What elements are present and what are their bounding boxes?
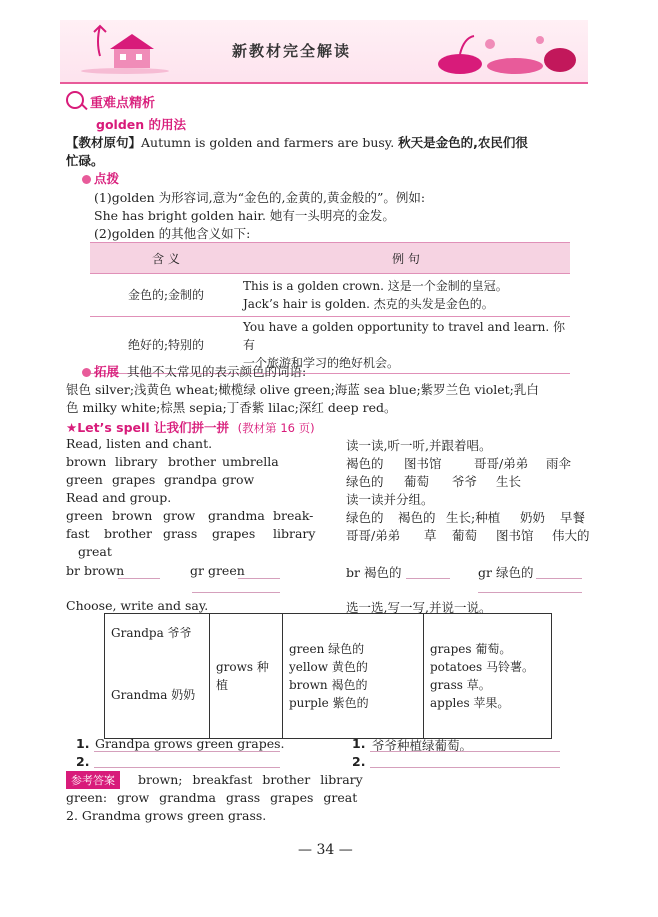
spell-left-word: grandma (208, 508, 265, 523)
spell-right-word: 奶奶 (520, 510, 546, 525)
source-en: Autumn is golden and farmers are busy. (141, 135, 395, 150)
spell-left-word: break- (273, 508, 314, 523)
meaning-cell: 绝好的;特别的 (90, 317, 242, 374)
source-zh-cont: 忙碌。 (66, 153, 104, 168)
example-cell (242, 274, 570, 317)
table-header-meaning: 含 义 (90, 243, 242, 274)
spell-left-l8: Choose, write and say. (66, 598, 209, 613)
spell-ref: (教材第 16 页) (237, 421, 315, 435)
answer-zh-1: 爷爷种植绿葡萄。 (372, 738, 473, 753)
tip-icon (82, 175, 91, 184)
spell-left-word: grapes (112, 472, 156, 487)
color-option: green 绿色的 (289, 642, 365, 656)
spell-right-word: 图书馆 (404, 456, 442, 471)
spell-left-word: library (115, 454, 158, 469)
tip-label: 点拨 (94, 171, 120, 186)
spell-right-word: 雨伞 (546, 456, 572, 471)
spell-right-word: 褐色的 (346, 456, 384, 471)
source-sentence (66, 133, 528, 151)
source-label: 【教材原句】 (66, 135, 142, 150)
table-row (105, 614, 552, 739)
items-cell (424, 614, 552, 739)
blank-line (536, 578, 582, 579)
table-header-row (90, 243, 570, 274)
spell-right-word: 早餐 (560, 510, 586, 525)
spell-left-l4: Read and group. (66, 490, 172, 505)
extend-row (82, 362, 306, 380)
source-zh: 秋天是金色的,农民们很 (398, 135, 528, 150)
color-option: yellow 黄色的 (289, 660, 368, 674)
example-line: Jack’s hair is golden. 杰克的头发是金色的。 (243, 297, 494, 311)
spell-left-gr: gr green (190, 563, 245, 578)
spell-left-word: grandpa (164, 472, 217, 487)
blank-line (478, 592, 582, 593)
spell-right-br: br 褐色的 (346, 565, 402, 580)
blank-line (238, 578, 280, 579)
colors-cell (283, 614, 424, 739)
answer-num-1: 1. (76, 736, 90, 751)
spell-right-word: 绿色的 (346, 510, 384, 525)
extend-line1: 银色 silver;浅黄色 wheat;橄榄绿 olive green;海蓝 sea blue;紫罗兰色 violet;乳白 (66, 382, 539, 397)
example-line: This is a golden crown. 这是一个金制的皇冠。 (243, 279, 508, 293)
page-number: — 34 — (298, 842, 353, 858)
meaning-cell: 金色的;金制的 (90, 274, 242, 317)
blank-line (192, 592, 280, 593)
extend-label: 拓展 (94, 364, 120, 379)
spell-right-word: 哥哥/弟弟 (346, 528, 401, 543)
blank-line (118, 578, 160, 579)
spell-left-word: green (66, 472, 103, 487)
magnifier-icon (66, 91, 84, 109)
answer-line3: 2. Grandma grows green grass. (66, 808, 267, 823)
item-option: grapes 葡萄。 (430, 642, 512, 656)
spell-right-word: 图书馆 (496, 528, 534, 543)
spell-left-br: br brown (66, 563, 125, 578)
answer-line (370, 767, 560, 768)
spell-left-word: grow (163, 508, 196, 523)
spell-right-word: 草 (424, 528, 437, 543)
house-illustration (80, 22, 170, 74)
tip2-text: (2)golden 的其他含义如下: (94, 226, 251, 241)
spell-right-word: 爷爷 (452, 474, 478, 489)
spell-left-word: grass (163, 526, 198, 541)
spell-left-word: grow (222, 472, 255, 487)
tip1-text: (1)golden 为形容词,意为“金色的,金黄的,黄金般的”。例如: (94, 190, 426, 205)
spell-right-word: 生长;种植 (446, 510, 501, 525)
spell-left-word: umbrella (222, 454, 279, 469)
extend-icon (82, 368, 91, 377)
spell-left-word: brown (112, 508, 153, 523)
extend-intro: 其他不太常见的表示颜色的词语: (126, 364, 307, 379)
answer-line (370, 751, 560, 752)
spell-left-word: fast (66, 526, 90, 541)
spell-right-l4: 读一读并分组。 (346, 492, 434, 507)
golden-heading: golden 的用法 (96, 117, 186, 132)
example-line: 一个旅游和学习的绝好机会。 (243, 356, 400, 370)
person-grandma: Grandma 奶奶 (111, 688, 196, 702)
color-option: brown 褐色的 (289, 678, 368, 692)
spell-right-word: 褐色的 (398, 510, 436, 525)
spell-left-l7: great (78, 544, 112, 559)
table-row (90, 274, 570, 317)
table-header-example: 例 句 (242, 243, 570, 274)
spell-right-word: 葡萄 (452, 528, 478, 543)
spell-title (66, 418, 315, 436)
spell-left-word: brother (168, 454, 216, 469)
spell-right-word: 伟大的 (552, 528, 590, 543)
answer-num-2-zh: 2. (352, 754, 366, 769)
spell-right-l8: 选一选,写一写,并说一说。 (346, 600, 492, 615)
answer-line (94, 751, 280, 752)
answer-line1: brown; breakfast brother library (138, 772, 363, 787)
header-title: 新教材完全解读 (232, 42, 352, 60)
extend-line2: 色 milky white;棕黑 sepia;丁香紫 lilac;深红 deep red。 (66, 400, 397, 415)
spell-title-text: ★Let’s spell 让我们拼一拼 (66, 420, 229, 435)
choose-table (104, 613, 552, 739)
answer-line (94, 767, 280, 768)
answer-line2: green: grow grandma grass grapes great (66, 790, 358, 805)
spell-left-l1: Read, listen and chant. (66, 436, 213, 451)
spell-right-gr: gr 绿色的 (478, 565, 534, 580)
meaning-table (90, 242, 570, 374)
answer-en-1: Grandpa grows green grapes. (95, 736, 285, 751)
person-grandpa: Grandpa 爷爷 (111, 626, 192, 640)
spell-left-word: brown (66, 454, 107, 469)
spell-right-l1: 读一读,听一听,并跟着唱。 (346, 438, 492, 453)
answer-label: 参考答案 (66, 771, 120, 789)
color-option: purple 紫色的 (289, 696, 369, 710)
spell-left-word: grapes (212, 526, 256, 541)
people-cell (105, 614, 210, 739)
spell-right-word: 哥哥/弟弟 (474, 456, 529, 471)
answer-num-1-zh: 1. (352, 736, 366, 751)
spell-right-word: 生长 (496, 474, 522, 489)
spell-right-word: 绿色的 (346, 474, 384, 489)
spell-right-word: 葡萄 (404, 474, 430, 489)
tip1-example: She has bright golden hair. 她有一头明亮的金发。 (94, 208, 395, 223)
spell-left-word: library (273, 526, 316, 541)
section-title: 重难点精析 (90, 96, 156, 111)
blank-line (406, 578, 450, 579)
item-option: apples 苹果。 (430, 696, 510, 710)
verb-cell: grows 种植 (210, 614, 283, 739)
item-option: potatoes 马铃薯。 (430, 660, 535, 674)
example-line: You have a golden opportunity to travel and learn. 你有 (243, 320, 566, 352)
flower-illustration (430, 30, 580, 75)
item-option: grass 草。 (430, 678, 491, 692)
answer-num-2: 2. (76, 754, 90, 769)
spell-left-word: brother (104, 526, 152, 541)
spell-left-word: green (66, 508, 103, 523)
tip-label-row (82, 169, 119, 187)
